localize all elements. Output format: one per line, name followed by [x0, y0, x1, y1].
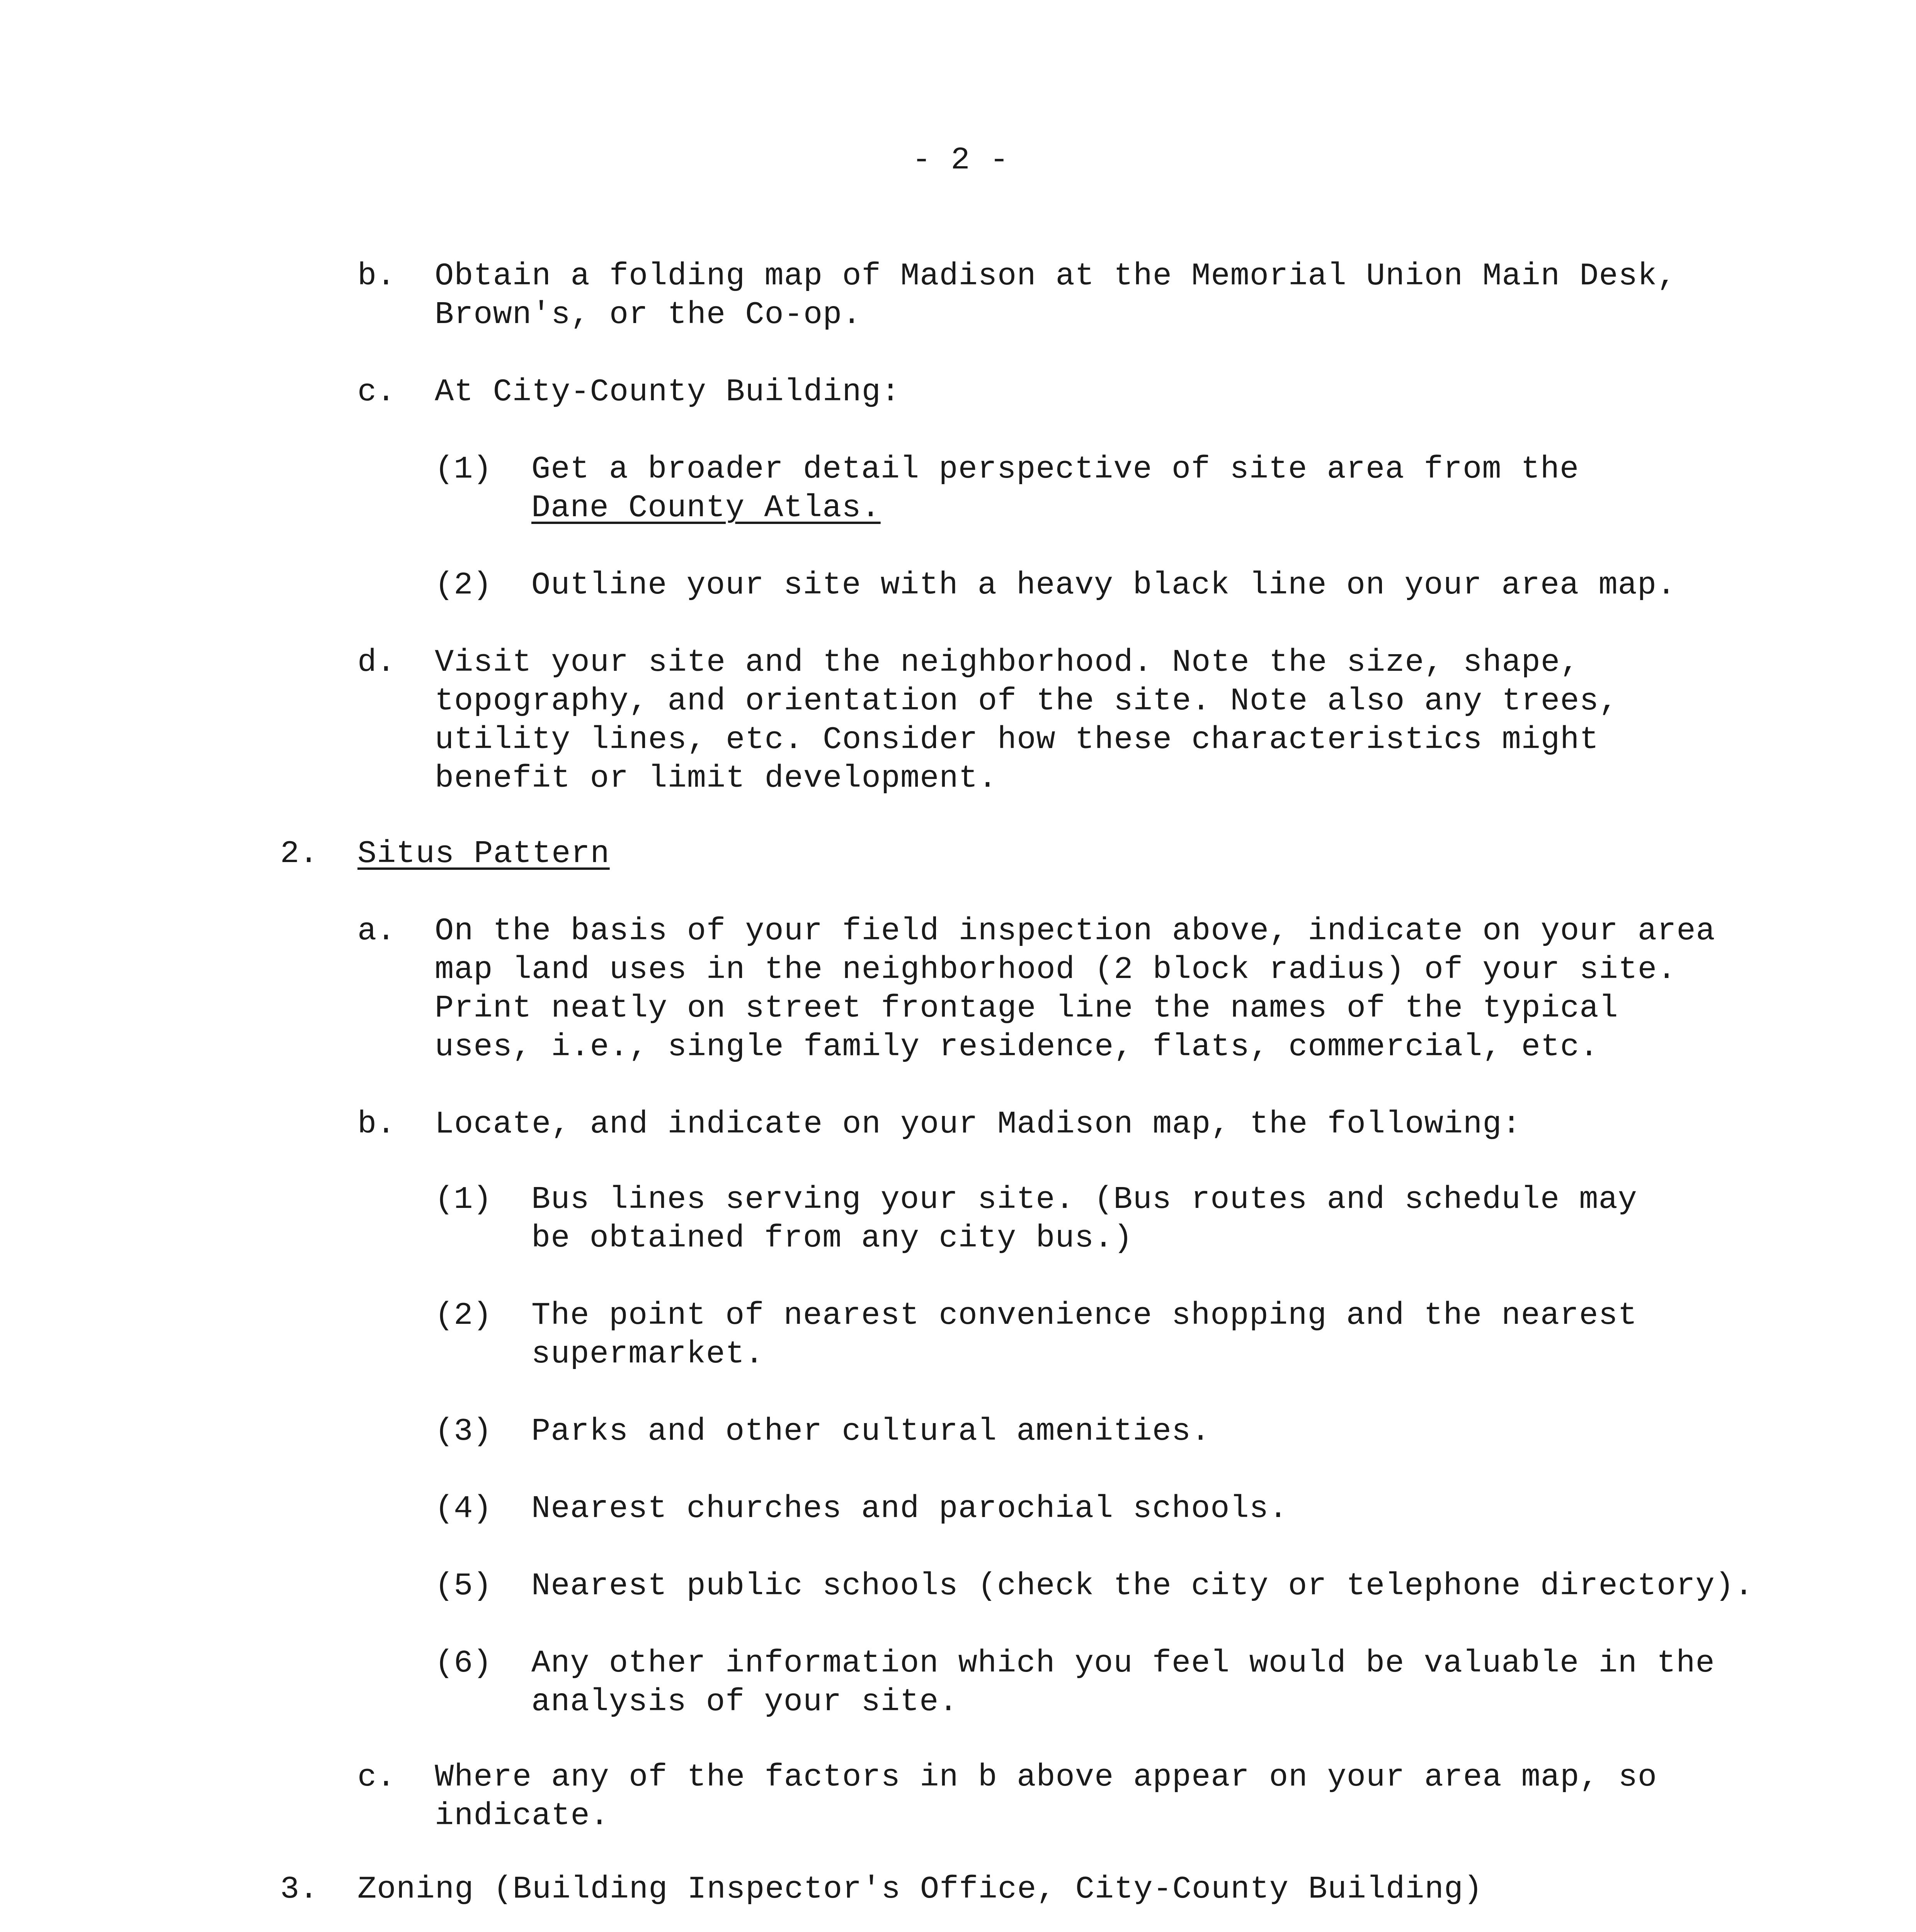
subitem-label-2b-6: (6) — [435, 1645, 492, 1681]
item-label-1c: c. — [357, 374, 396, 410]
subitem-label-2b-3: (3) — [435, 1413, 492, 1449]
subitem-2b-1-line-1: Bus lines serving your site. (Bus routes and schedule may — [531, 1182, 1637, 1218]
item-1c-line-1: At City-County Building: — [435, 374, 900, 410]
item-label-1d: d. — [357, 645, 396, 680]
item-1b-line-1: Obtain a folding map of Madison at the Memorial Union Main Desk, — [435, 258, 1677, 294]
subitem-2b-3-line-1: Parks and other cultural amenities. — [531, 1413, 1211, 1449]
item-label-1b: b. — [357, 258, 396, 294]
subitem-label-1c-2: (2) — [435, 567, 492, 603]
subitem-2b-6-line-1: Any other information which you feel would be valuable in the — [531, 1645, 1715, 1681]
item-label-2b: b. — [357, 1106, 396, 1142]
item-1d-line-3: utility lines, etc. Consider how these characteristics might — [435, 722, 1599, 758]
item-2b-line-1: Locate, and indicate on your Madison map, the following: — [435, 1106, 1521, 1142]
subitem-label-2b-4: (4) — [435, 1491, 492, 1527]
item-2a-line-3: Print neatly on street frontage line the names of the typical — [435, 990, 1618, 1026]
subitem-label-2b-2: (2) — [435, 1298, 492, 1333]
section-heading-zoning: Zoning (Building Inspector's Office, City-County Building) — [357, 1871, 1483, 1907]
subitem-2b-2-line-1: The point of nearest convenience shopping and the nearest — [531, 1298, 1637, 1333]
item-1d-line-4: benefit or limit development. — [435, 760, 998, 796]
subitem-1c-2-line-1: Outline your site with a heavy black line on your area map. — [531, 567, 1676, 603]
item-label-2a: a. — [357, 913, 396, 949]
item-label-2c: c. — [357, 1759, 396, 1795]
item-1d-line-1: Visit your site and the neighborhood. Note the size, shape, — [435, 645, 1580, 680]
subitem-2b-6-line-2: analysis of your site. — [531, 1684, 958, 1720]
subitem-label-2b-5: (5) — [435, 1568, 492, 1604]
item-2c-line-2: indicate. — [435, 1798, 609, 1834]
page-number: - 2 - — [912, 142, 1009, 178]
section-number-3: 3. — [280, 1871, 318, 1907]
subitem-2b-1-line-2: be obtained from any city bus.) — [531, 1220, 1133, 1256]
section-heading-situs-pattern: Situs Pattern — [357, 836, 610, 872]
section-number-2: 2. — [280, 836, 318, 872]
subitem-2b-5-line-1: Nearest public schools (check the city or telephone directory). — [531, 1568, 1754, 1604]
item-1b-line-2: Brown's, or the Co-op. — [435, 297, 862, 333]
item-1d-line-2: topography, and orientation of the site. Note also any trees, — [435, 683, 1618, 719]
subitem-label-1c-1: (1) — [435, 451, 492, 487]
subitem-2b-4-line-1: Nearest churches and parochial schools. — [531, 1491, 1288, 1527]
item-2a-line-1: On the basis of your field inspection above, indicate on your area — [435, 913, 1715, 949]
subitem-label-2b-1: (1) — [435, 1182, 492, 1218]
item-2c-line-1: Where any of the factors in b above appear on your area map, so — [435, 1759, 1657, 1795]
item-2a-line-2: map land uses in the neighborhood (2 block radius) of your site. — [435, 952, 1677, 988]
subitem-2b-2-line-2: supermarket. — [531, 1336, 764, 1372]
item-2a-line-4: uses, i.e., single family residence, flats, commercial, etc. — [435, 1029, 1599, 1065]
subitem-1c-1-line-2: Dane County Atlas. — [531, 490, 881, 526]
subitem-1c-1-line-1: Get a broader detail perspective of site area from the — [531, 451, 1579, 487]
